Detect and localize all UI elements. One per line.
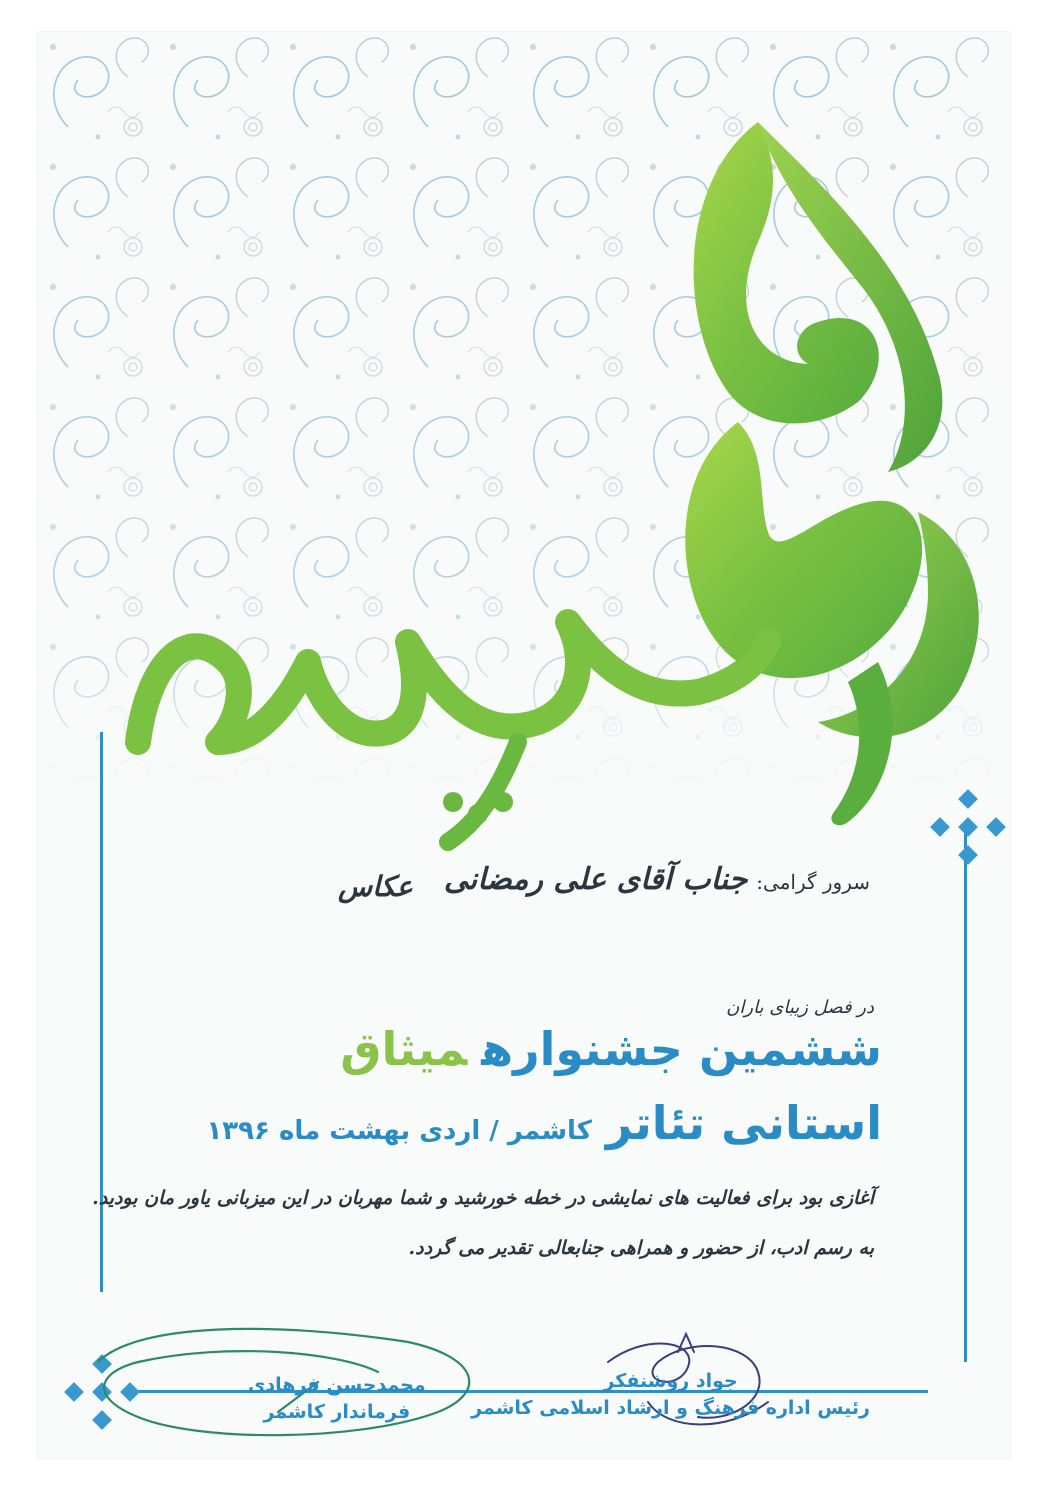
signature-block-right: [471, 1368, 870, 1421]
location-date: کاشمر / اردی بهشت ماه ۱۳۹۶: [206, 1116, 592, 1146]
body-line-2: به رسم ادب، از حضور و همراهی جنابعالی تقدیر می گردد.: [408, 1237, 874, 1259]
season-line: در فصل زیبای باران: [726, 997, 874, 1018]
festival-subtitle: [206, 1096, 882, 1151]
sepas-logo: [118, 102, 1010, 862]
frame-right-line: [964, 832, 967, 1362]
festival-title: [340, 1022, 882, 1077]
festival-title-part1: ششمین جشنواره: [481, 1022, 882, 1076]
signatory-left-name: محمدحسن فرهادی: [248, 1374, 426, 1396]
recipient-name: جناب آقای علی رمضانی: [443, 862, 748, 897]
festival-subtitle-text: استانی تئاتر: [605, 1096, 882, 1150]
certificate-sheet: [38, 32, 1010, 1458]
festival-title-part2: میثاق: [340, 1022, 468, 1076]
recipient-honorific: سرور گرامی:: [756, 870, 870, 894]
body-line-1: آغازی بود برای فعالیت های نمایشی در خطه خورشید و شما مهربان در این میزبانی یاور مان بودید.: [92, 1187, 874, 1209]
recipient-role: عکاس: [338, 870, 413, 903]
signatory-left-title: فرماندار کاشمر: [263, 1400, 411, 1423]
signatory-right-title: رئیس اداره فرهنگ و ارشاد اسلامی کاشمر: [471, 1396, 870, 1419]
signature-block-left: [248, 1372, 426, 1425]
signatory-right-name: جواد روشنفکر: [603, 1370, 738, 1392]
recipient-line: [444, 862, 870, 897]
